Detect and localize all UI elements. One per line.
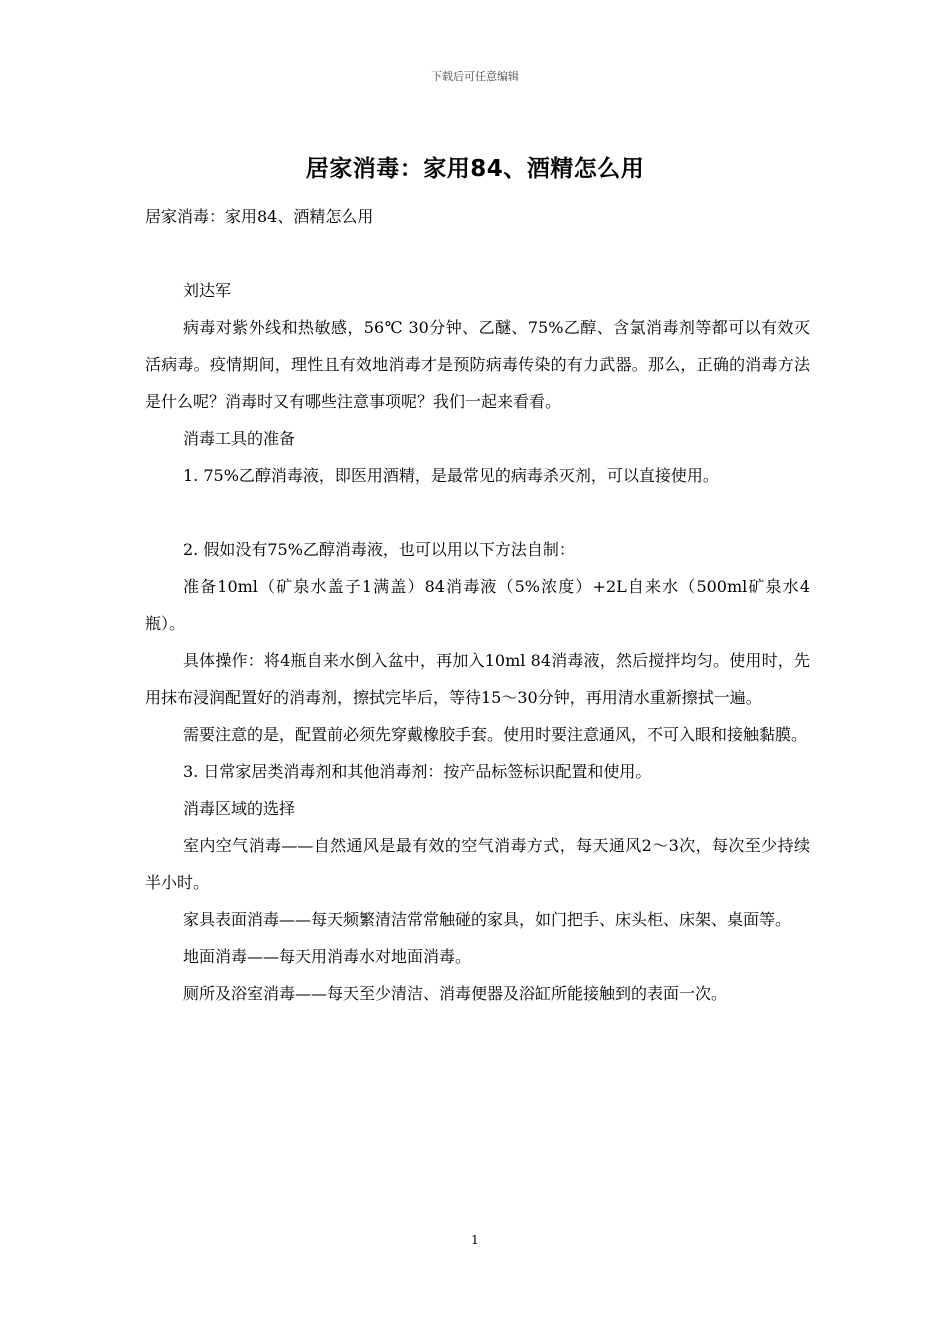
spacer	[145, 494, 810, 531]
document-subtitle: 居家消毒：家用84、酒精怎么用	[145, 207, 374, 226]
list-item-3: 3. 日常家居类消毒剂和其他消毒剂：按产品标签标识配置和使用。	[183, 762, 652, 781]
paragraph-bathroom: 厕所及浴室消毒——每天至少清洁、消毒便器及浴缸所能接触到的表面一次。	[183, 984, 728, 1003]
list-item-1: 1. 75%乙醇消毒液，即医用酒精，是最常见的病毒杀灭剂，可以直接使用。	[183, 466, 719, 485]
header-note: 下载后可任意编辑	[431, 70, 519, 83]
document-title: 居家消毒：家用84、酒精怎么用	[305, 156, 645, 182]
author-name: 刘达军	[183, 281, 232, 300]
document-body	[145, 198, 810, 1012]
paragraph-furniture: 家具表面消毒——每天频繁清洁常常触碰的家具，如门把手、床头柜、床架、桌面等。	[183, 910, 792, 929]
section-heading-areas: 消毒区域的选择	[183, 799, 296, 818]
list-item-2: 2. 假如没有75%乙醇消毒液，也可以用以下方法自制：	[183, 540, 575, 559]
section-heading-tools: 消毒工具的准备	[183, 429, 296, 448]
paragraph-intro: 病毒对紫外线和热敏感，56℃ 30分钟、乙醚、75%乙醇、含氯消毒剂等都可以有效灭活病毒。疫情期间，理性且有效地消毒才是预防病毒传染的有力武器。那么，正确的消毒方法是什么呢？消毒时又有哪些注意事项呢？我们一起来看看。	[145, 318, 810, 411]
paragraph-caution: 需要注意的是，配置前必须先穿戴橡胶手套。使用时要注意通风，不可入眼和接触黏膜。	[183, 725, 808, 744]
page-number: 1	[471, 1233, 479, 1247]
paragraph-air: 室内空气消毒——自然通风是最有效的空气消毒方式，每天通风2～3次，每次至少持续半小时。	[145, 836, 810, 892]
paragraph-floor: 地面消毒——每天用消毒水对地面消毒。	[183, 947, 472, 966]
paragraph-operation: 具体操作：将4瓶自来水倒入盆中，再加入10ml 84消毒液，然后搅拌均匀。使用时，先用抹布浸润配置好的消毒剂，擦拭完毕后，等待15～30分钟，再用清水重新擦拭一遍。	[145, 651, 810, 707]
spacer	[145, 235, 810, 272]
paragraph-prepare: 准备10ml（矿泉水盖子1满盖）84消毒液（5%浓度）+2L自来水（500ml矿泉水4瓶）。	[145, 577, 810, 633]
